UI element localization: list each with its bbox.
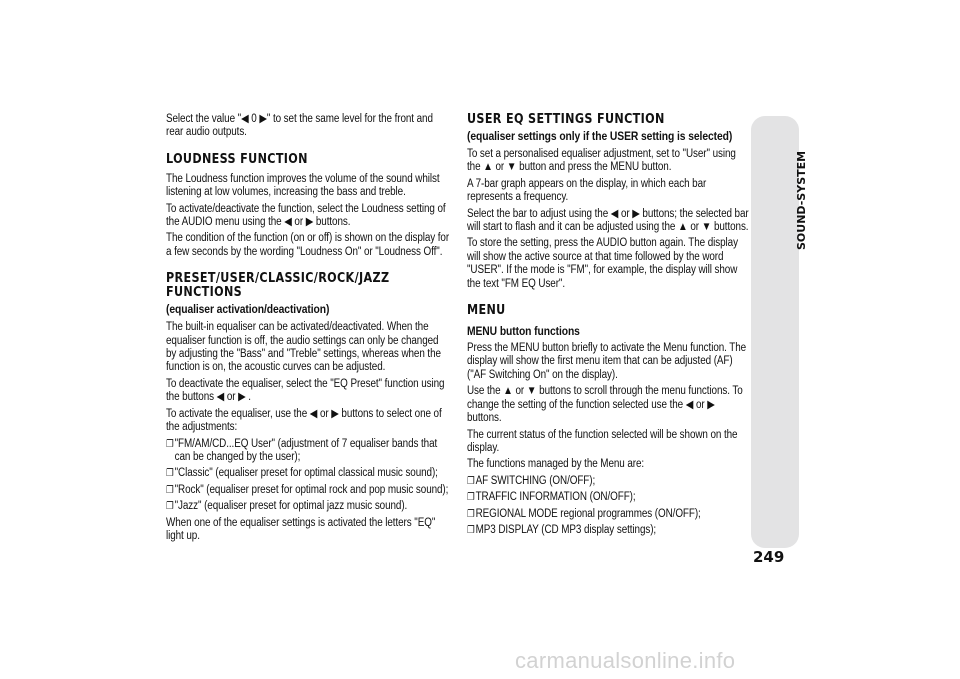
checkbox-bullet-icon: ❐ [166, 468, 174, 480]
checkbox-bullet-icon: ❐ [467, 524, 475, 536]
preset-paragraph-3: To activate the equaliser, use the ◀ or ▶ buttons to select one of the adjustments: [166, 407, 442, 434]
list-item: ❐ AF SWITCHING (ON/OFF); [467, 474, 596, 487]
intro-text: Select the value "◀ 0 ▶" to set the same level for the front and rear audio outputs. [166, 113, 433, 139]
checkbox-bullet-icon: ❐ [166, 484, 174, 496]
user-eq-paragraph-1: To set a personalised equaliser adjustment, set to "User" using the ▲ or ▼ button and press the MENU button. [467, 148, 736, 174]
right-column [467, 113, 751, 540]
loudness-paragraph-3: The condition of the function (on or off) is shown on the display for a few seconds by the wording "Loudness On" or "Loudness Off". [166, 232, 450, 258]
list-item: ❐ "Rock" (equaliser preset for optimal rock and pop music sound); [166, 483, 449, 496]
checkbox-bullet-icon: ❐ [467, 492, 475, 504]
checkbox-bullet-icon: ❐ [467, 475, 475, 487]
list-item: ❐ "Jazz" (equaliser preset for optimal jazz music sound). [166, 500, 408, 513]
menu-paragraph-1: Press the MENU button briefly to activate the Menu function. The display will show the first menu item that can be adjusted (AF) ("AF Switching On" on the display). [467, 342, 747, 381]
loudness-heading: LOUDNESS FUNCTION [166, 151, 308, 167]
user-eq-heading: USER EQ SETTINGS FUNCTION [467, 112, 665, 127]
preset-paragraph-1: The built-in equaliser can be activated/deactivated. When the equaliser function is off, the audio settings can only be changed by adjusting the "Bass" and "Treble" settings, whereas when the function is on, the acoustic curves can be adjusted. [166, 321, 441, 374]
checkbox-bullet-icon: ❐ [166, 501, 174, 513]
user-eq-subheading: (equaliser settings only if the USER setting is selected) [467, 129, 733, 143]
section-title: SOUND-SYSTEM [795, 150, 808, 250]
page-number: 249 [753, 548, 785, 566]
section-sidebar [751, 116, 799, 548]
preset-paragraph-4: When one of the equaliser settings is activated the letters "EQ" light up. [166, 516, 436, 542]
list-item: ❐ "FM/AM/CD...EQ User" (adjustment of 7 equaliser bands that can be changed by the user); [166, 437, 438, 463]
menu-paragraph-3: The current status of the function selected will be shown on the display. [467, 428, 738, 454]
loudness-paragraph-1: The Loudness function improves the volume of the sound whilst listening at low volumes, increasing the bass and treble. [166, 172, 440, 199]
checkbox-bullet-icon: ❐ [467, 508, 475, 520]
menu-subheading: MENU button functions [467, 324, 580, 339]
preset-subheading: (equaliser activation/deactivation) [166, 302, 330, 317]
menu-paragraph-4: The functions managed by the Menu are: [467, 458, 645, 471]
user-eq-paragraph-3: Select the bar to adjust using the ◀ or ▶ buttons; the selected bar will start to flash and it can be adjusted using the ▲ or ▼ buttons. [467, 207, 749, 234]
menu-paragraph-2: Use the ▲ or ▼ buttons to scroll through the menu functions. To change the setting of the function selected use the ◀ or ▶ buttons. [467, 385, 743, 425]
list-item: ❐ "Classic" (equaliser preset for optimal classical music sound); [166, 467, 438, 480]
list-item: ❐ REGIONAL MODE regional programmes (ON/OFF); [467, 507, 701, 520]
preset-paragraph-2: To deactivate the equaliser, select the "EQ Preset" function using the buttons ◀ or ▶ . [166, 377, 445, 404]
left-column [166, 113, 450, 546]
user-eq-paragraph-4: To store the setting, press the AUDIO button again. The display will show the active source at that time followed by the word "USER". If the mode is "FM", for example, the display will show the text "FM EQ User". [467, 237, 738, 290]
list-item: ❐ MP3 DISPLAY (CD MP3 display settings); [467, 523, 657, 536]
watermark: carmanualsonline.info [515, 648, 736, 673]
menu-heading: MENU [467, 303, 506, 319]
preset-heading: PRESET/USER/CLASSIC/ROCK/JAZZ FUNCTIONS [166, 271, 390, 301]
loudness-paragraph-2: To activate/deactivate the function, select the Loudness setting of the AUDIO menu using the ◀ or ▶ buttons. [166, 202, 446, 229]
user-eq-paragraph-2: A 7-bar graph appears on the display, in which each bar represents a frequency. [467, 177, 707, 204]
checkbox-bullet-icon: ❐ [166, 438, 174, 450]
list-item: ❐ TRAFFIC INFORMATION (ON/OFF); [467, 491, 636, 504]
